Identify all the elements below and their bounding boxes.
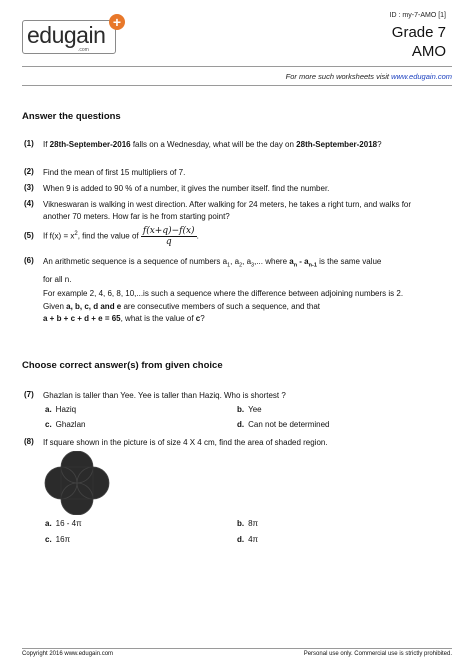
figure-group [45, 451, 109, 515]
difference-quotient: $\frac{f(x+q)-f(x)}{q}$ [142, 226, 195, 247]
question-5-text: If $f(x) = x^2$, find the value of $\frac{f(x+q)-f(x)}{q}$ . [43, 226, 199, 247]
question-2-text: Find the mean of first 15 multipliers of 7. [43, 168, 186, 177]
question-3-text: When 9 is added to 90 % of a number, it gives the number itself. find the number. [43, 184, 330, 193]
question-number: (2) [24, 167, 34, 176]
option-c[interactable]: c. 16π [45, 535, 71, 544]
logo-text: edugain [27, 22, 106, 48]
grade-title: Grade 7 [391, 24, 446, 41]
option-b[interactable]: b. Yee [237, 405, 262, 414]
footer-divider [22, 648, 452, 649]
edugain-link[interactable]: www.edugain.com [391, 72, 452, 81]
option-d[interactable]: d. 4π [237, 535, 259, 544]
option-b[interactable]: b. 8π [237, 519, 259, 528]
more-worksheets-note: For more such worksheets visit www.edugain.com [285, 72, 452, 81]
question-number: (8) [24, 437, 34, 446]
option-a[interactable]: a. Haziq [45, 405, 77, 414]
question-number: (4) [24, 199, 34, 208]
footer-copyright: Copyright 2016 www.edugain.com [22, 651, 114, 657]
worksheet-id: ID : my-7-AMO [1] [389, 12, 446, 19]
logo-sub: .com [78, 47, 89, 53]
question-4-text: Vikneswaran is walking in west direction. After walking for 24 meters, he takes a right turn, and walks for another 70 meters. How far is he from starting point? [43, 200, 412, 221]
option-c[interactable]: c. Ghazlan [45, 420, 86, 429]
subject-title: AMO [411, 43, 446, 60]
question-1-text: If 28th-September-2016 falls on a Wednesday, what will be the day on 28th-September-2018? [43, 140, 382, 149]
header-divider [22, 66, 452, 67]
question-number: (6) [24, 256, 34, 265]
question-number: (5) [24, 231, 34, 240]
question-6-text: An arithmetic sequence is a sequence of numbers $a_1$, $a_2$, $a_3$,... where $a_n - a_{n-1}$ is the same value for all n. For example 2, 4, 6, 8, 10,...is such a sequence where the difference between adjoining numbers is 2. Given a, b, c, d and e are consecutive members of such a sequence, and that a + b + c + d + e = 65, what is the value of c? [43, 257, 404, 323]
section-title-choose: Choose correct answer(s) from given choice [22, 360, 223, 371]
option-d[interactable]: d. Can not be determined [237, 420, 330, 429]
question-number: (1) [24, 139, 34, 148]
option-a[interactable]: a. 16 - 4π [45, 519, 82, 528]
question-number: (3) [24, 183, 34, 192]
header-divider-2 [22, 85, 452, 86]
question-7-text: Ghazlan is taller than Yee. Yee is taller than Haziq. Who is shortest ? [43, 391, 286, 400]
question-8-text: If square shown in the picture is of size 4 X 4 cm, find the area of shaded region. [43, 438, 328, 447]
section-title-answer: Answer the questions [22, 111, 121, 122]
square-circles-figure [43, 451, 111, 515]
logo-plus-icon: + [109, 14, 125, 30]
question-number: (7) [24, 390, 34, 399]
footer-notice: Personal use only. Commercial use is strictly prohibited. [303, 651, 452, 657]
